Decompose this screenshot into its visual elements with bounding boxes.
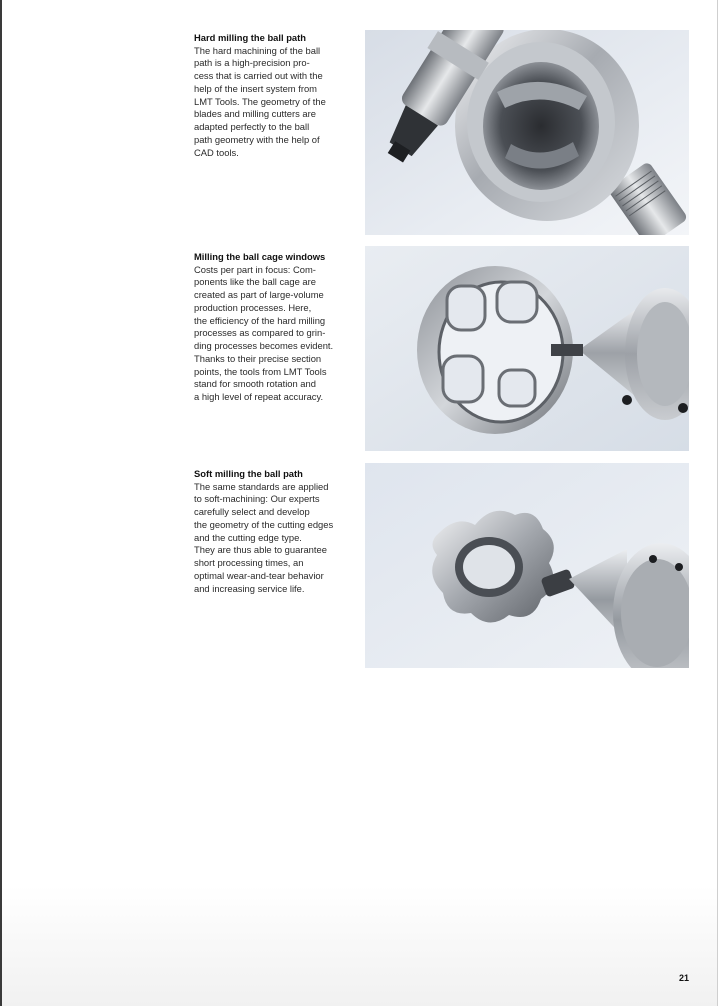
section-hard-milling xyxy=(194,32,354,159)
section-body xyxy=(194,481,354,596)
body-line: The same standards are applied xyxy=(194,480,329,492)
section-body xyxy=(194,45,354,160)
body-line: created as part of large-volume xyxy=(194,289,324,301)
body-line: The hard machining of the ball xyxy=(194,44,321,56)
section-ball-cage-windows xyxy=(194,251,354,404)
body-line: cess that is carried out with the xyxy=(194,70,323,82)
body-line: points, the tools from LMT Tools xyxy=(194,365,327,377)
body-line: the geometry of the cutting edges xyxy=(194,518,334,530)
body-line: path geometry with the help of xyxy=(194,133,320,145)
page-number: 21 xyxy=(678,973,689,983)
section-body xyxy=(194,264,354,404)
body-line: ponents like the ball cage are xyxy=(194,276,316,288)
photo-ball-cage-milling xyxy=(365,246,689,451)
section-soft-milling xyxy=(194,468,354,595)
body-line: They are thus able to guarantee xyxy=(194,544,327,556)
page-left-border xyxy=(0,0,2,1006)
ball-cage-illustration xyxy=(365,246,689,451)
body-line: carefully select and develop xyxy=(194,506,310,518)
joint-milling-illustration xyxy=(365,30,689,235)
body-line: CAD tools. xyxy=(194,146,239,158)
body-line: optimal wear-and-tear behavior xyxy=(194,569,324,581)
section-heading: Soft milling the ball path xyxy=(194,468,303,479)
body-line: adapted perfectly to the ball xyxy=(194,121,310,133)
body-line: production processes. Here, xyxy=(194,301,312,313)
body-line: short processing times, an xyxy=(194,557,304,569)
section-heading: Milling the ball cage windows xyxy=(194,251,326,262)
body-line: and the cutting edge type. xyxy=(194,531,302,543)
body-line: blades and milling cutters are xyxy=(194,108,316,120)
body-line: LMT Tools. The geometry of the xyxy=(194,95,326,107)
body-line: path is a high-precision pro- xyxy=(194,57,310,69)
body-line: the efficiency of the hard milling xyxy=(194,314,326,326)
section-heading: Hard milling the ball path xyxy=(194,32,306,43)
photo-ball-path-hard-milling xyxy=(365,30,689,235)
photo-ball-path-soft-milling xyxy=(365,463,689,668)
body-line: ding processes becomes evident. xyxy=(194,340,334,352)
body-line: help of the insert system from xyxy=(194,82,317,94)
body-line: processes as compared to grin- xyxy=(194,327,326,339)
body-line: Costs per part in focus: Com- xyxy=(194,263,316,275)
body-line: Thanks to their precise section xyxy=(194,352,322,364)
inner-race-illustration xyxy=(365,463,689,668)
body-line: stand for smooth rotation and xyxy=(194,378,316,390)
body-line: a high level of repeat accuracy. xyxy=(194,391,324,403)
body-line: to soft-machining: Our experts xyxy=(194,493,320,505)
body-line: and increasing service life. xyxy=(194,582,305,594)
